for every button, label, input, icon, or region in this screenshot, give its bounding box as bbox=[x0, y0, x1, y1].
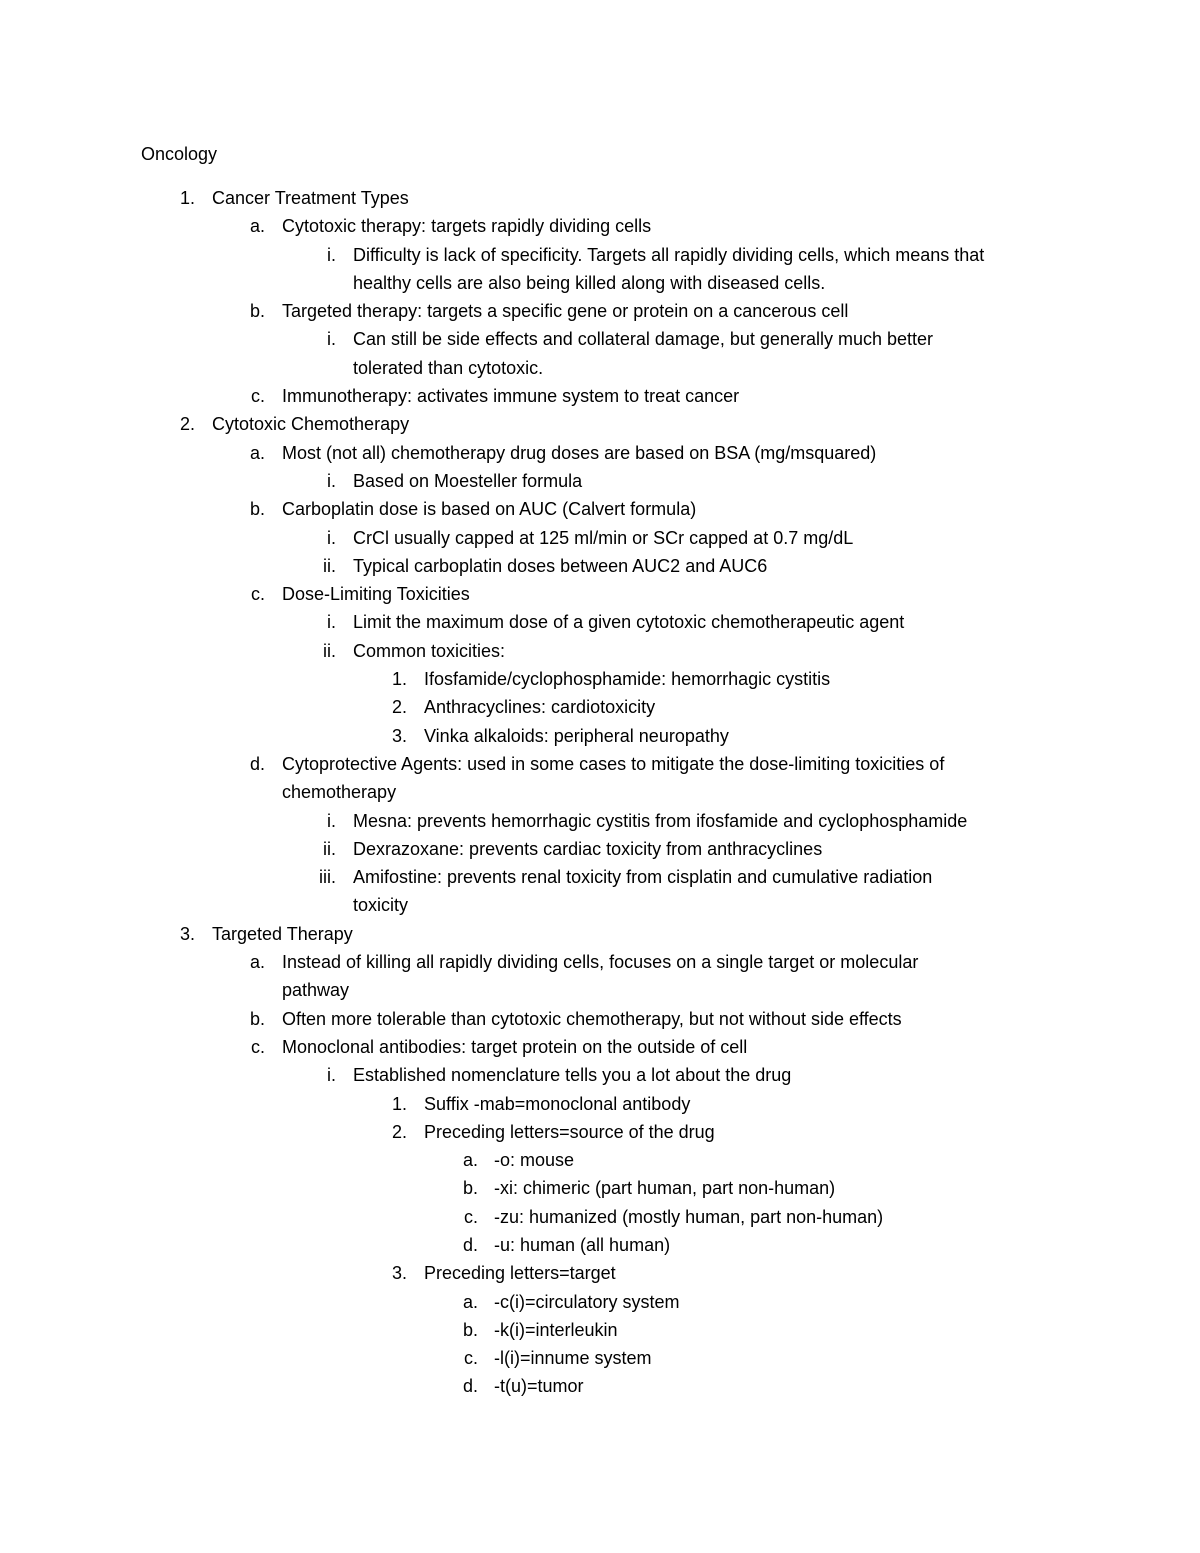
list-item bbox=[0, 1259, 1200, 1287]
list-marker: 3. bbox=[179, 923, 195, 944]
list-item bbox=[0, 807, 1200, 835]
list-item bbox=[0, 1146, 1200, 1174]
list-marker: 1. bbox=[179, 188, 195, 208]
list-item bbox=[0, 1288, 1200, 1316]
list-item bbox=[0, 693, 1200, 721]
list-item-text: -zu: humanized (mostly human, part non-human) bbox=[494, 1206, 884, 1227]
list-item-text: Limit the maximum dose of a given cytotoxic chemotherapeutic agent bbox=[353, 612, 905, 633]
list-item bbox=[0, 495, 1200, 523]
list-marker: i. bbox=[327, 329, 336, 350]
list-item-text: -c(i)=circulatory system bbox=[494, 1291, 680, 1312]
list-item bbox=[0, 439, 1200, 467]
list-item-text: Typical carboplatin doses between AUC2 and AUC6 bbox=[353, 555, 768, 576]
list-marker: iii. bbox=[319, 867, 336, 888]
outline-list bbox=[0, 184, 1200, 1401]
list-item bbox=[0, 184, 1200, 212]
list-marker: i. bbox=[327, 244, 336, 265]
list-marker: c. bbox=[250, 584, 265, 605]
list-item-text: Dexrazoxane: prevents cardiac toxicity from anthracyclines bbox=[353, 838, 823, 859]
list-marker: i. bbox=[327, 470, 336, 491]
list-item bbox=[0, 1005, 1200, 1033]
list-item-text: Cytoprotective Agents: used in some cases to mitigate the dose-limiting toxicities of bbox=[282, 753, 945, 774]
list-item bbox=[0, 325, 1200, 353]
list-item-text: Can still be side effects and collateral damage, but generally much better bbox=[353, 329, 933, 350]
list-item bbox=[0, 1344, 1200, 1372]
list-item bbox=[0, 241, 1200, 269]
list-item bbox=[0, 1203, 1200, 1231]
list-marker: 2. bbox=[391, 1121, 407, 1142]
list-item bbox=[0, 467, 1200, 495]
list-item bbox=[0, 948, 1200, 976]
list-item-continuation bbox=[0, 976, 1200, 1004]
list-item-continuation bbox=[0, 354, 1200, 382]
list-marker: b. bbox=[249, 1008, 265, 1029]
list-item-text: Difficulty is lack of specificity. Targets all rapidly dividing cells, which means that bbox=[353, 244, 985, 265]
list-marker: a. bbox=[462, 1150, 478, 1171]
list-item-text: Often more tolerable than cytotoxic chemotherapy, but not without side effects bbox=[282, 1008, 902, 1029]
list-marker: i. bbox=[327, 810, 336, 831]
list-item-text: Suffix -mab=monoclonal antibody bbox=[424, 1093, 691, 1114]
list-item-text: healthy cells are also being killed along with diseased cells. bbox=[353, 272, 826, 293]
list-item bbox=[0, 722, 1200, 750]
list-item bbox=[0, 1033, 1200, 1061]
list-marker: 3. bbox=[391, 1263, 407, 1284]
list-marker: c. bbox=[463, 1348, 478, 1369]
list-marker: b. bbox=[462, 1319, 478, 1340]
list-item bbox=[0, 524, 1200, 552]
list-item bbox=[0, 637, 1200, 665]
list-item-continuation bbox=[0, 269, 1200, 297]
list-marker: d. bbox=[462, 1234, 478, 1255]
list-marker: a. bbox=[249, 216, 265, 237]
list-item-text: Amifostine: prevents renal toxicity from cisplatin and cumulative radiation bbox=[353, 867, 933, 888]
list-marker: 3. bbox=[391, 725, 407, 746]
list-marker: c. bbox=[463, 1206, 478, 1227]
list-item-text: Immunotherapy: activates immune system to treat cancer bbox=[282, 386, 740, 407]
list-item-text: -u: human (all human) bbox=[494, 1234, 671, 1255]
list-item-text: Anthracyclines: cardiotoxicity bbox=[424, 697, 656, 718]
list-marker: i. bbox=[327, 527, 336, 548]
list-marker: a. bbox=[249, 442, 265, 463]
list-item bbox=[0, 1090, 1200, 1118]
list-marker: d. bbox=[462, 1376, 478, 1397]
list-item bbox=[0, 297, 1200, 325]
document-title: Oncology bbox=[141, 144, 218, 164]
list-item bbox=[0, 750, 1200, 778]
list-marker: 1. bbox=[391, 1093, 407, 1114]
list-item-text: CrCl usually capped at 125 ml/min or SCr capped at 0.7 mg/dL bbox=[353, 527, 854, 548]
list-marker: 2. bbox=[179, 414, 195, 435]
list-item-text: Targeted therapy: targets a specific gene or protein on a cancerous cell bbox=[282, 301, 849, 322]
list-item bbox=[0, 1231, 1200, 1259]
list-item-text: pathway bbox=[282, 980, 350, 1001]
list-marker: b. bbox=[249, 499, 265, 520]
list-item-text: Common toxicities: bbox=[353, 640, 506, 661]
list-marker: ii. bbox=[323, 640, 336, 661]
list-item-text: -l(i)=innume system bbox=[494, 1348, 652, 1369]
list-item-text: Vinka alkaloids: peripheral neuropathy bbox=[424, 725, 729, 746]
list-item-text: Preceding letters=target bbox=[424, 1263, 616, 1284]
list-item-text: Cancer Treatment Types bbox=[212, 188, 409, 208]
list-item-text: toxicity bbox=[353, 895, 409, 916]
list-marker: a. bbox=[462, 1291, 478, 1312]
list-item-text: Monoclonal antibodies: target protein on the outside of cell bbox=[282, 1036, 748, 1057]
list-item-text: Preceding letters=source of the drug bbox=[424, 1121, 715, 1142]
list-item bbox=[0, 835, 1200, 863]
list-item bbox=[0, 1316, 1200, 1344]
list-item-text: Based on Moesteller formula bbox=[353, 470, 583, 491]
list-item-text: -k(i)=interleukin bbox=[494, 1319, 618, 1340]
list-item-text: Cytotoxic Chemotherapy bbox=[212, 414, 410, 435]
list-item-text: Instead of killing all rapidly dividing cells, focuses on a single target or molecular bbox=[282, 952, 919, 973]
list-item-text: Ifosfamide/cyclophosphamide: hemorrhagic cystitis bbox=[424, 669, 831, 690]
list-item bbox=[0, 1372, 1200, 1400]
list-item bbox=[0, 212, 1200, 240]
list-marker: c. bbox=[250, 386, 265, 407]
list-item bbox=[0, 863, 1200, 891]
list-marker: i. bbox=[327, 612, 336, 633]
list-item-text: Most (not all) chemotherapy drug doses are based on BSA (mg/msquared) bbox=[282, 442, 877, 463]
list-item-text: -t(u)=tumor bbox=[494, 1376, 584, 1397]
list-item-text: tolerated than cytotoxic. bbox=[353, 357, 544, 378]
list-item bbox=[0, 1118, 1200, 1146]
list-item-text: -o: mouse bbox=[494, 1150, 575, 1171]
list-marker: 1. bbox=[391, 669, 407, 690]
list-item bbox=[0, 552, 1200, 580]
list-marker: b. bbox=[249, 301, 265, 322]
list-item bbox=[0, 665, 1200, 693]
list-item bbox=[0, 920, 1200, 948]
list-marker: b. bbox=[462, 1178, 478, 1199]
list-item-text: Targeted Therapy bbox=[212, 923, 353, 944]
list-item-text: -xi: chimeric (part human, part non-human) bbox=[494, 1178, 836, 1199]
list-marker: c. bbox=[250, 1036, 265, 1057]
list-marker: d. bbox=[249, 753, 265, 774]
list-item bbox=[0, 382, 1200, 410]
list-item bbox=[0, 608, 1200, 636]
list-item-text: chemotherapy bbox=[282, 782, 397, 803]
list-item bbox=[0, 410, 1200, 438]
list-item-text: Cytotoxic therapy: targets rapidly dividing cells bbox=[282, 216, 652, 237]
list-item bbox=[0, 1061, 1200, 1089]
list-marker: 2. bbox=[391, 697, 407, 718]
list-item-text: Mesna: prevents hemorrhagic cystitis from ifosfamide and cyclophosphamide bbox=[353, 810, 968, 831]
list-item-text: Established nomenclature tells you a lot about the drug bbox=[353, 1065, 792, 1086]
list-item-continuation bbox=[0, 778, 1200, 806]
list-item-continuation bbox=[0, 891, 1200, 919]
list-item bbox=[0, 1174, 1200, 1202]
list-marker: a. bbox=[249, 952, 265, 973]
list-item bbox=[0, 580, 1200, 608]
list-marker: ii. bbox=[323, 838, 336, 859]
list-item-text: Carboplatin dose is based on AUC (Calvert formula) bbox=[282, 499, 697, 520]
list-item-text: Dose-Limiting Toxicities bbox=[282, 584, 470, 605]
list-marker: i. bbox=[327, 1065, 336, 1086]
list-marker: ii. bbox=[323, 555, 336, 576]
